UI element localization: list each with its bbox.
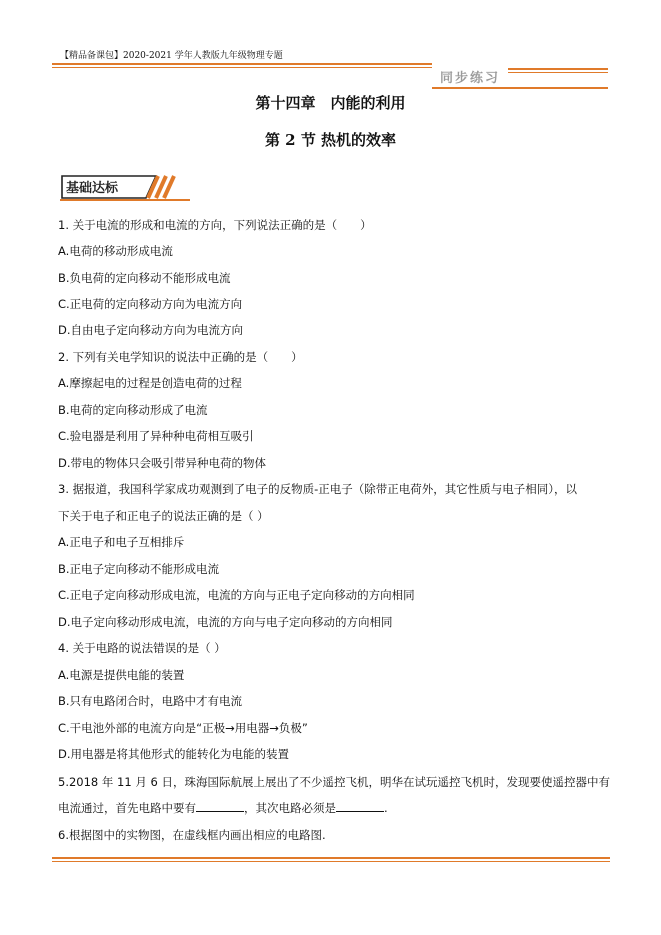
question-5-text-a: 电流通过，首先电路中要有 xyxy=(58,801,196,815)
tag-rule-upper-thin xyxy=(508,72,608,73)
question-line: 3. 据报道，我国科学家成功观测到了电子的反物质-正电子（除带正电荷外，其它性质与电子相同），以 xyxy=(58,482,578,496)
question-5-line-2 xyxy=(58,800,388,816)
question-line: A.正电子和电子互相排斥 xyxy=(58,535,185,549)
question-line: B.只有电路闭合时，电路中才有电流 xyxy=(58,694,243,708)
chapter-title: 第十四章 内能的利用 xyxy=(255,94,406,112)
answer-blank-2[interactable] xyxy=(336,800,384,812)
question-5-text-c: . xyxy=(384,801,388,815)
question-5-line-1: 5.2018 年 11 月 6 日，珠海国际航展上展出了不少遥控飞机，明华在试玩遥控飞机时，发现要使遥控器中有 xyxy=(58,775,610,789)
badge-label: 基础达标 xyxy=(66,181,119,196)
question-line: D.带电的物体只会吸引带异种电荷的物体 xyxy=(58,456,267,470)
question-line: B.电荷的定向移动形成了电流 xyxy=(58,403,208,417)
question-line: A.摩擦起电的过程是创造电荷的过程 xyxy=(58,376,242,390)
tag-rule-lower xyxy=(432,87,608,89)
question-line: C.正电子定向移动形成电流，电流的方向与正电子定向移动的方向相同 xyxy=(58,588,415,602)
question-line: B.正电子定向移动不能形成电流 xyxy=(58,562,220,576)
question-line: A.电荷的移动形成电流 xyxy=(58,244,173,258)
question-line: C.验电器是利用了异种种电荷相互吸引 xyxy=(58,429,254,443)
question-line: C.干电池外部的电流方向是“正极→用电器→负极” xyxy=(58,721,308,735)
question-line: 下关于电子和正电子的说法正确的是（ ） xyxy=(58,509,269,523)
question-line: D.自由电子定向移动方向为电流方向 xyxy=(58,323,244,337)
question-5-text-b: ，其次电路必须是 xyxy=(244,801,336,815)
question-line: D.电子定向移动形成电流，电流的方向与电子定向移动的方向相同 xyxy=(58,615,393,629)
question-6: 6.根据图中的实物图，在虚线框内画出相应的电路图. xyxy=(58,828,326,842)
question-line: 2. 下列有关电学知识的说法中正确的是（ ） xyxy=(58,350,303,364)
question-line: 4. 关于电路的说法错误的是（ ） xyxy=(58,641,226,655)
header-text: 【精品备课包】2020-2021 学年人教版九年级物理专题 xyxy=(60,51,283,61)
question-line: A.电源是提供电能的装置 xyxy=(58,668,185,682)
question-line: D.用电器是将其他形式的能转化为电能的装置 xyxy=(58,747,290,761)
header-rule xyxy=(52,63,432,69)
question-line: B.负电荷的定向移动不能形成电流 xyxy=(58,271,231,285)
answer-blank-1[interactable] xyxy=(196,800,244,812)
question-line: 1. 关于电流的形成和电流的方向，下列说法正确的是（ ） xyxy=(58,218,372,232)
tag-rule-upper xyxy=(508,68,608,70)
question-line: C.正电荷的定向移动方向为电流方向 xyxy=(58,297,243,311)
section-tag: 同步练习 xyxy=(440,71,501,86)
footer-rule xyxy=(52,857,610,863)
section-title: 第 2 节 热机的效率 xyxy=(264,131,397,149)
